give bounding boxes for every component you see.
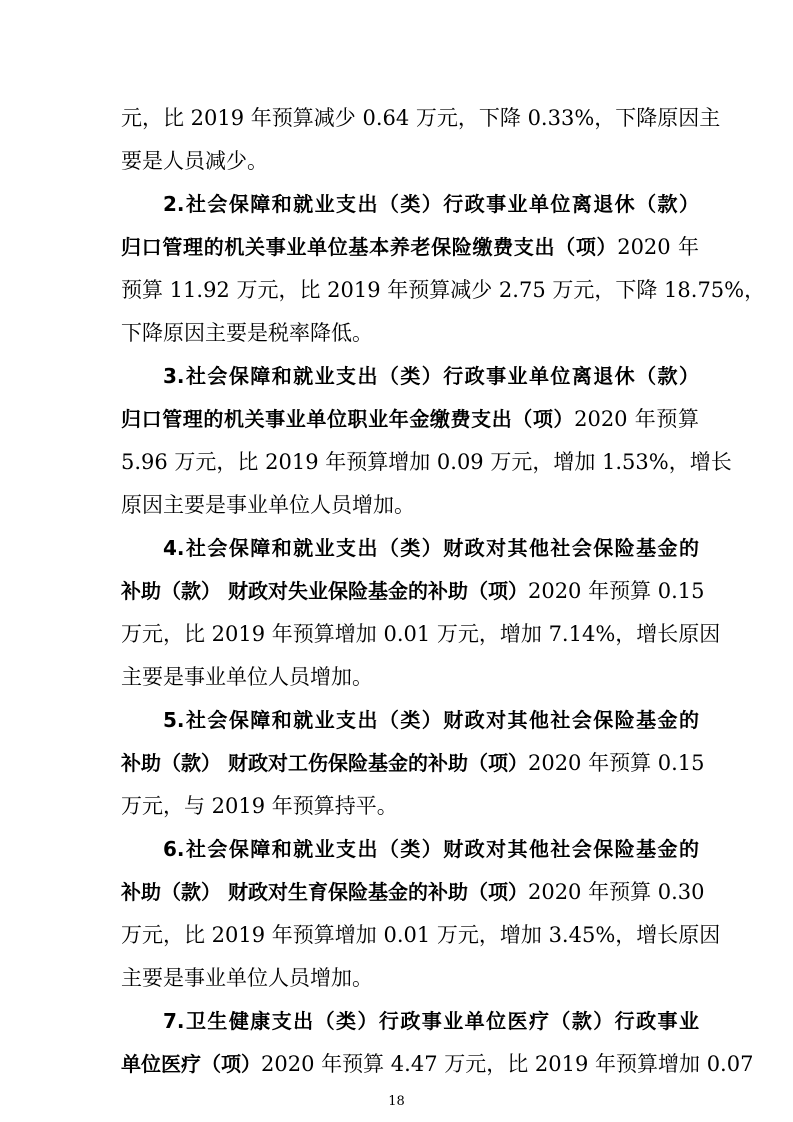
bold-heading: 3.社会保障和就业支出（类）行政事业单位离退休（款） [163,364,699,388]
paragraph-line: 要是人员减少。 [121,149,268,173]
paragraph-line: 万元，与 2019 年预算持平。 [121,794,398,818]
section-heading-line [163,700,699,740]
paragraph-text: 2020 年预算 0.15 [527,579,705,603]
paragraph-text: 2020 年预算 0.30 [527,880,705,904]
paragraph-line: 原因主要是事业单位人员增加。 [121,493,415,517]
bold-heading: 归口管理的机关事业单位职业年金缴费支出（项） [121,407,575,431]
paragraph-text: 2020 年预算 [574,407,699,431]
section-heading-line [163,1001,699,1041]
bold-heading: 补助（款） 财政对工伤保险基金的补助（项） [121,751,528,775]
paragraph-line: 下降原因主要是税率降低。 [121,321,373,345]
page-number: 18 [388,1094,405,1109]
paragraph-line: 元，比 2019 年预算减少 0.64 万元，下降 0.33%，下降原因主 [121,106,721,130]
paragraph-line [121,743,705,783]
paragraph-line [121,399,699,439]
section-heading-line [163,184,699,224]
paragraph-text: 2020 年 [617,235,699,259]
section-heading-line [163,528,699,568]
paragraph-text: 2020 年预算 0.15 [527,751,705,775]
bold-heading: 5.社会保障和就业支出（类）财政对其他社会保险基金的 [163,708,699,732]
paragraph-line [121,872,705,912]
paragraph-line: 主要是事业单位人员增加。 [121,966,373,990]
bold-heading: 补助（款） 财政对生育保险基金的补助（项） [121,880,528,904]
section-heading-line [163,829,699,869]
paragraph-line: 预算 11.92 万元，比 2019 年预算减少 2.75 万元，下降 18.75%， [121,278,766,302]
paragraph-line: 万元，比 2019 年预算增加 0.01 万元，增加 7.14%，增长原因 [121,622,721,646]
bold-heading: 7.卫生健康支出（类）行政事业单位医疗（款）行政事业 [163,1009,699,1033]
section-heading-line [163,356,699,396]
bold-heading: 4.社会保障和就业支出（类）财政对其他社会保险基金的 [163,536,699,560]
paragraph-line: 主要是事业单位人员增加。 [121,665,373,689]
paragraph-line [121,227,699,267]
paragraph-text: 2020 年预算 4.47 万元，比 2019 年预算增加 0.07 [261,1052,754,1076]
paragraph-line [121,571,705,611]
bold-heading: 单位医疗（项） [121,1052,261,1076]
bold-heading: 补助（款） 财政对失业保险基金的补助（项） [121,579,528,603]
paragraph-line: 5.96 万元，比 2019 年预算增加 0.09 万元，增加 1.53%，增长 [121,450,732,474]
bold-heading: 归口管理的机关事业单位基本养老保险缴费支出（项） [121,235,618,259]
paragraph-line [121,1044,754,1084]
bold-heading: 6.社会保障和就业支出（类）财政对其他社会保险基金的 [163,837,699,861]
bold-heading: 2.社会保障和就业支出（类）行政事业单位离退休（款） [163,192,699,216]
paragraph-line: 万元，比 2019 年预算增加 0.01 万元，增加 3.45%，增长原因 [121,923,721,947]
